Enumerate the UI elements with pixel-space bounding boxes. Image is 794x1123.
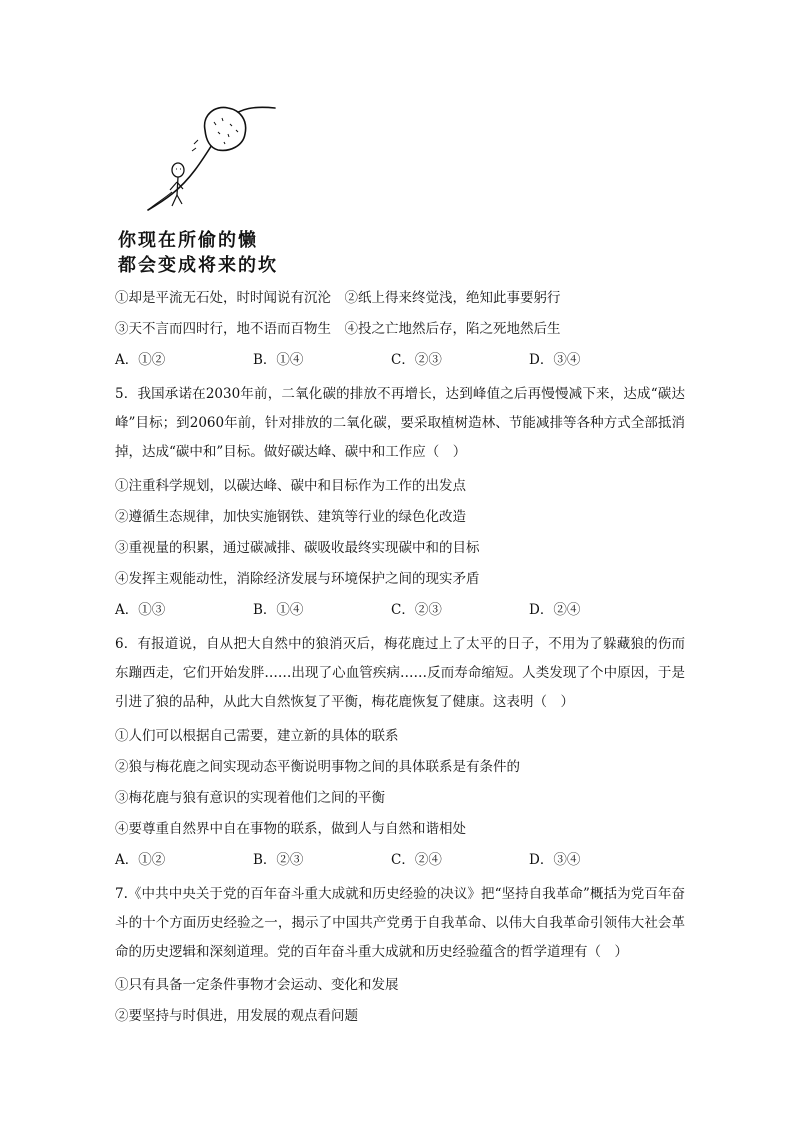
q5-option-b[interactable]: B．①④ [253, 602, 304, 618]
q5-item-3: ③重视量的积累，通过碳减排、碳吸收最终实现碳中和的目标 [115, 540, 480, 556]
cartoon-caption-line-2: 都会变成将来的坎 [118, 255, 278, 276]
q5-option-d[interactable]: D．②④ [529, 602, 581, 618]
q7-item-1: ①只有具备一定条件事物才会运动、变化和发展 [115, 977, 399, 993]
q6-item-1: ①人们可以根据自己需要，建立新的具体的联系 [115, 728, 399, 744]
q5-option-a[interactable]: A．①③ [115, 602, 166, 618]
q4-item-1-2: ①却是平流无石处，时时闻说有沉沦 ②纸上得来终觉浅，绝知此事要躬行 [115, 290, 561, 306]
q5-item-4: ④发挥主观能动性，消除经济发展与环境保护之间的现实矛盾 [115, 571, 480, 587]
q6-item-2: ②狼与梅花鹿之间实现动态平衡说明事物之间的具体联系是有条件的 [115, 759, 520, 775]
q5-item-1: ①注重科学规划，以碳达峰、碳中和目标作为工作的出发点 [115, 478, 466, 494]
q4-item-3-4: ③天不言而四时行，地不语而百物生 ④投之亡地然后存，陷之死地然后生 [115, 321, 561, 337]
q6-item-4: ④要尊重自然界中自在事物的联系，做到人与自然和谐相处 [115, 821, 466, 837]
q6-stem: 6．有报道说，自从把大自然中的狼消灭后，梅花鹿过上了太平的日子，不用为了躲藏狼的伤而东蹦西走，它们开始发胖……出现了心血管疾病……反而寿命缩短。人类发现了个中原因，于是引进了狼的品种，从此大自然恢复了平衡，梅花鹿恢复了健康。这表明（ ） [115, 636, 685, 710]
q6-option-b[interactable]: B．②③ [253, 852, 304, 868]
q6-option-a[interactable]: A．①② [115, 852, 166, 868]
q4-option-c[interactable]: C．②③ [391, 352, 442, 368]
q6-item-3: ③梅花鹿与狼有意识的实现着他们之间的平衡 [115, 790, 385, 806]
cartoon-caption [118, 228, 318, 278]
q4-option-d[interactable]: D．③④ [529, 352, 581, 368]
q5-stem: 5．我国承诺在2030年前，二氧化碳的排放不再增长，达到峰值之后再慢慢减下来，达成“碳达峰”目标；到2060年前，针对排放的二氧化碳，要采取植树造林、节能减排等各种方式全部抵消掉，达成“碳中和”目标。做好碳达峰、碳中和工作应（ ） [115, 386, 685, 460]
cartoon-caption-line-1: 你现在所偷的懒 [118, 230, 258, 251]
q5-options [115, 600, 695, 620]
q6-options [115, 850, 695, 870]
q4-option-b[interactable]: B．①④ [253, 352, 304, 368]
q7-item-2: ②要坚持与时俱进，用发展的观点看问题 [115, 1008, 358, 1024]
q5-option-c[interactable]: C．②③ [391, 602, 442, 618]
q5-item-2: ②遵循生态规律，加快实施钢铁、建筑等行业的绿色化改造 [115, 509, 466, 525]
q6-option-c[interactable]: C．②④ [391, 852, 442, 868]
q7-stem: 7.《中共中央关于党的百年奋斗重大成就和历史经验的决议》把“坚持自我革命”概括为党百年奋斗的十个方面历史经验之一，揭示了中国共产党勇于自我革命、以伟大自我革命引领伟大社会革命的历史逻辑和深刻道理。党的百年奋斗重大成就和历史经验蕴含的哲学道理有（ ） [115, 886, 685, 960]
q6-option-d[interactable]: D．③④ [529, 852, 581, 868]
q4-option-a[interactable]: A．①② [115, 352, 166, 368]
q4-options [115, 350, 695, 370]
